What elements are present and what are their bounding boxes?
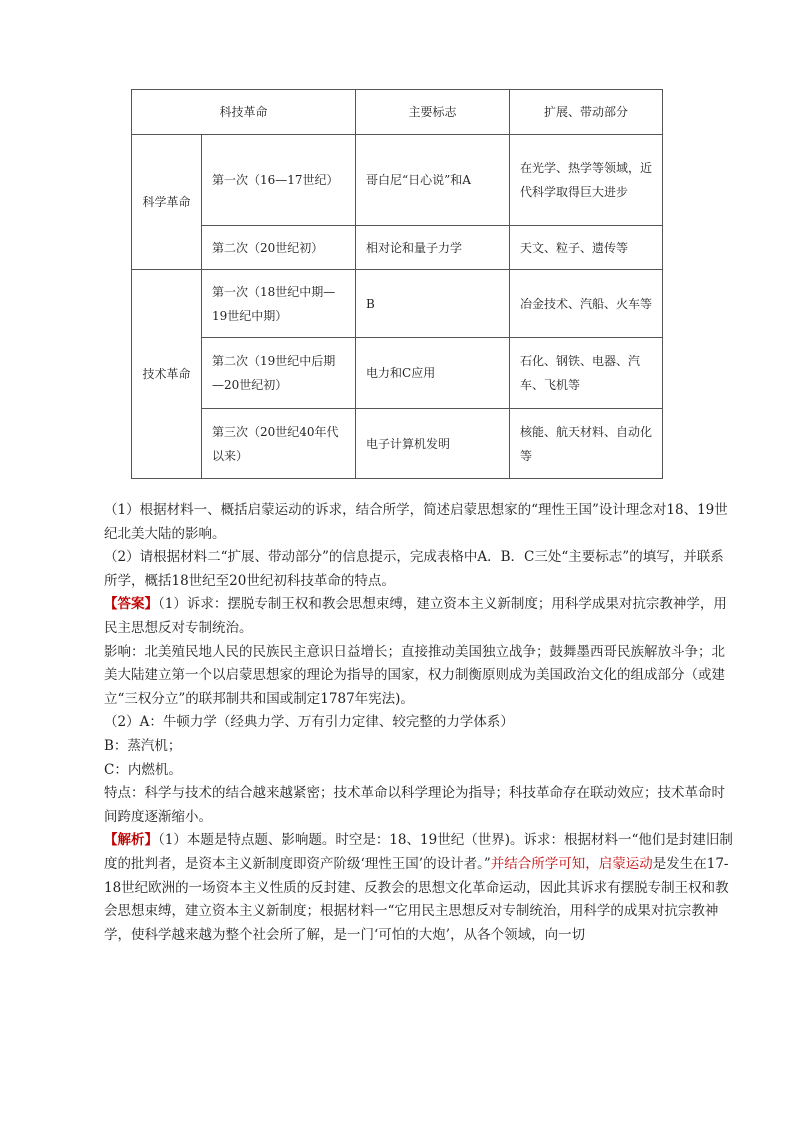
impact-cell: 冶金技术、汽船、火车等 [510,270,663,338]
answer-1-impact: 影响：北美殖民地人民的民族民主意识日益增长；直接推动美国独立战争；鼓舞墨西哥民族解放斗争；北美大陆建立第一个以启蒙思想家的理论为指导的国家，权力制衡原则成为美国政治文化的组成部分（或建立“三权分立”的联邦制共和国或制定1787年宪法)。 [104,643,725,707]
table-header-row [132,90,663,135]
stage-cell: 第一次（16—17世纪） [202,135,356,226]
analysis-text-1: （1）本题是特点题、影响题。时空是：18、19世纪（世界)。诉求：根据材料一“他们是封建旧制度的批判者，是资本主义新制度即资产阶级‘理性王国’的设计者。” [104,832,733,872]
stage-cell: 第二次（20世纪初） [202,226,356,270]
table-row [132,409,663,479]
category-science: 科学革命 [132,135,202,270]
tech-revolution-table [131,89,663,479]
header-impact: 扩展、带动部分 [510,90,663,135]
stage-cell: 第二次（19世纪中后期—20世纪初） [202,338,356,409]
header-revolution: 科技革命 [132,90,356,135]
category-tech: 技术革命 [132,270,202,479]
question-1: （1）根据材料一、概括启蒙运动的诉求，结合所学，简述启蒙思想家的“理性王国”设计理念对18、19世纪北美大陆的影响。 [104,502,728,542]
answer-label: 【答案】 [104,596,158,613]
answer-2-b: B：蒸汽机； [104,737,182,754]
mark-cell: 电力和C应用 [356,338,510,409]
answer-2-a: （2）A：牛顿力学（经典力学、万有引力定律、较完整的力学体系） [104,714,514,731]
mark-cell: 电子计算机发明 [356,409,510,479]
mark-cell: B [356,270,510,338]
question-2: （2）请根据材料二“扩展、带动部分”的信息提示，完成表格中A．B．C三处“主要标志”的填写，并联系所学，概括18世纪至20世纪初科技革命的特点。 [104,549,724,589]
stage-cell: 第一次（18世纪中期—19世纪中期） [202,270,356,338]
answer-2-c: C：内燃机。 [104,761,182,778]
table-row [132,338,663,409]
answer-2-feature: 特点：科学与技术的结合越来越紧密；技术革命以科学理论为指导；科技革命存在联动效应；技术革命时间跨度逐渐缩小。 [104,785,725,825]
mark-cell: 哥白尼“日心说”和A [356,135,510,226]
table-row [132,270,663,338]
question-answer-body [104,499,734,947]
impact-cell: 核能、航天材料、自动化等 [510,409,663,479]
impact-cell: 石化、钢铁、电器、汽车、飞机等 [510,338,663,409]
answer-1 [104,593,734,640]
table-row [132,226,663,270]
header-mark: 主要标志 [356,90,510,135]
analysis-label: 【解析】 [104,832,158,849]
impact-cell: 在光学、热学等领域，近代科学取得巨大进步 [510,135,663,226]
impact-cell: 天文、粒子、遗传等 [510,226,663,270]
stage-cell: 第三次（20世纪40年代以来） [202,409,356,479]
analysis [104,829,734,947]
analysis-text-2: 是发生在17-18世纪欧洲的一场资本主义性质的反封建、反教会的思想文化革命运动，因此其诉求有摆脱专制王权和教会思想束缚，建立资本主义新制度；根据材料一“它用民主思想反对专制统治，用科学的成果对抗宗教神学，使科学越来越为整个社会所了解，是一门‘可怕的大炮’，从各个领域，向一切 [104,855,729,943]
analysis-text-red: 并结合所学可知，启蒙运动 [490,855,653,872]
answer-1-text: （1）诉求：摆脱专制王权和教会思想束缚，建立资本主义新制度；用科学成果对抗宗教神学，用民主思想反对专制统治。 [104,596,727,636]
mark-cell: 相对论和量子力学 [356,226,510,270]
table-row [132,135,663,226]
